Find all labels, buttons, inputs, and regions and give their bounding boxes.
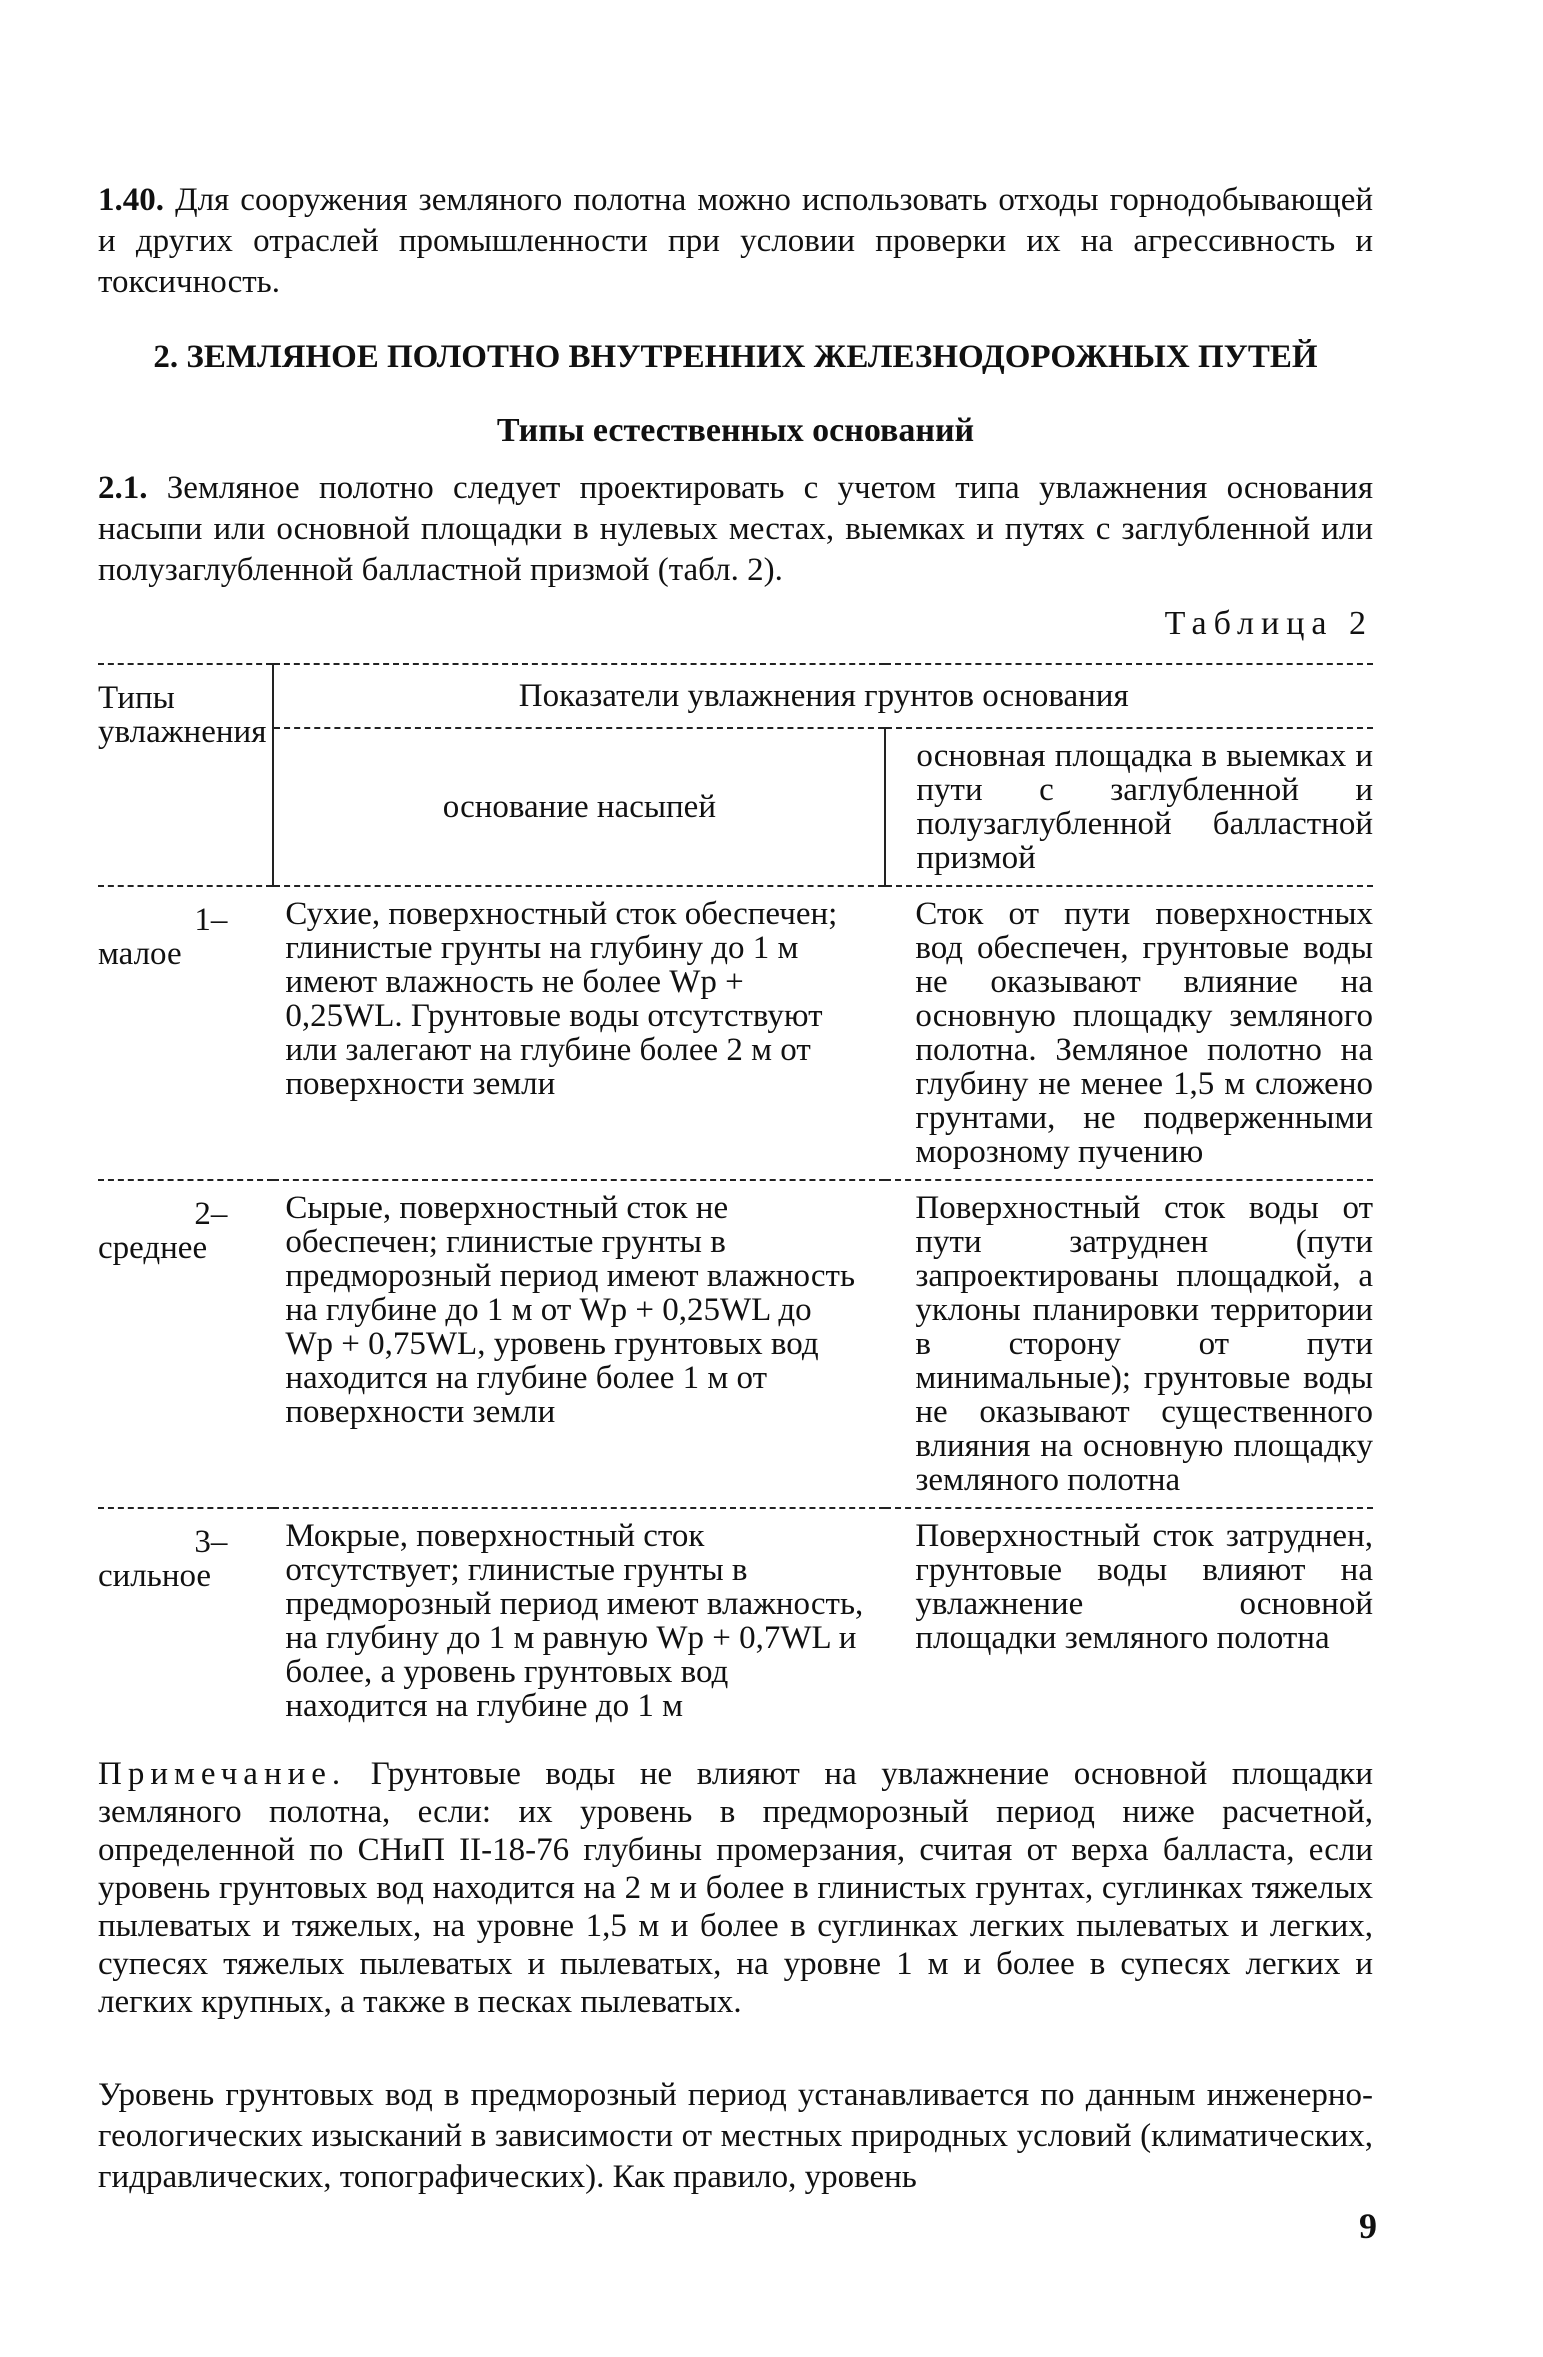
paragraph-text: Земляное полотно следует проектировать с учетом типа увлажнения основания насыпи или основной площадки в нулевых местах, выемках и путях с заглубленной или полузаглубленной балластной призмой (табл. 2).: [98, 470, 1373, 588]
page-number: 9: [1359, 2206, 1377, 2246]
row-type: [98, 1508, 273, 1733]
type-number: 3–: [194, 1524, 228, 1560]
moisture-types-table: [98, 663, 1373, 1733]
note-text: Грунтовые воды не влияют на увлажнение основной площадки земляного полотна, если: их уровень в предморозный период ниже расчетной, определенной по СНиП II-18-76 глубины промерзания, считая от верха балласта, если уровень грунтовых вод находится на 2 м и более в глинистых грунтах, суглинках тяжелых пылеватых и тяжелых, на уровне 1,5 м и более в суглинках легких пылеватых и легких, супесях тяжелых пылеватых и пылеватых, на уровне 1 м и более в супесях легких и легких крупных, а также в песках пылеватых.: [98, 1756, 1373, 2020]
type-name: сильное: [98, 1558, 212, 1594]
note-label: Примечание.: [98, 1756, 347, 1792]
header-cutting: основная площадка в выемках и пути с заглубленной и полузаглубленной балластной призмой: [885, 728, 1373, 886]
row-cutting: Поверхностный сток затруднен, грунтовые воды влияют на увлажнение основной площадки земляного полотна: [915, 1518, 1373, 1656]
row-cutting: Поверхностный сток воды от пути затруднен (пути запроектированы площадкой, а уклоны планировки территории в сторону от пути минимальные); грунтовые воды не оказывают существенного влияния на основную площадку земляного полотна: [885, 1180, 1373, 1508]
subsection-title: Типы естественных оснований: [496, 412, 975, 449]
table-row: [98, 1508, 1373, 1733]
table-caption: Таблица 2: [1164, 605, 1373, 642]
row-cutting: Сток от пути поверхностных вод обеспечен, грунтовые воды не оказывают влияние на основную площадку земляного полотна. Земляное полотно на глубину не менее 1,5 м сложено грунтами, не подверженными морозному пучению: [885, 886, 1373, 1180]
row-embankment: Сухие, поверхностный сток обеспечен; глинистые грунты на глубину до 1 м имеют влажность не более Wp + 0,25WL. Грунтовые воды отсутствуют или залегают на глубине более 2 м от поверхности земли: [273, 886, 885, 1180]
paragraph-text: Для сооружения земляного полотна можно использовать отходы горнодобывающей и других отраслей промышленности при условии проверки их на агрессивность и токсичность.: [98, 182, 1373, 300]
row-embankment: Мокрые, поверхностный сток отсутствует; глинистые грунты в предморозный период имеют влажность, на глубину до 1 м равную Wp + 0,7WL и более, а уровень грунтовых вод находится на глубине до 1 м: [285, 1518, 864, 1724]
paragraph-number: 1.40.: [98, 182, 164, 218]
type-number: 2–: [194, 1196, 228, 1232]
row-type: [98, 1180, 273, 1508]
section-title: 2. ЗЕМЛЯНОЕ ПОЛОТНО ВНУТРЕННИХ ЖЕЛЕЗНОДОРОЖНЫХ ПУТЕЙ: [153, 339, 1318, 375]
document-page: [98, 180, 1373, 2198]
type-name: малое: [98, 936, 182, 972]
table-note: [98, 1755, 1373, 2021]
table-row: [98, 886, 1373, 1180]
paragraph-number: 2.1.: [98, 470, 148, 506]
final-paragraph: Уровень грунтовых вод в предморозный период устанавливается по данным инженерно-геологических изысканий в зависимости от местных природных условий (климатических, гидравлических, топографических). Как правило, уровень: [98, 2077, 1373, 2195]
row-embankment: Сырые, поверхностный сток не обеспечен; глинистые грунты в предморозный период имеют влажность на глубине до 1 м от Wp + 0,25WL до Wp + 0,75WL, уровень грунтовых вод находится на глубине более 1 м от поверхности земли: [273, 1180, 885, 1508]
header-embankment: основание насыпей: [273, 728, 885, 886]
type-number: 1–: [194, 902, 228, 938]
table-row: [98, 1180, 1373, 1508]
paragraph-1-40: [98, 180, 1373, 303]
header-type: Типы увлажнения: [98, 664, 273, 886]
type-name: среднее: [98, 1230, 208, 1266]
row-type: [98, 886, 273, 1180]
paragraph-2-1: [98, 468, 1373, 591]
header-indicators: Показатели увлажнения грунтов основания: [273, 664, 1373, 728]
